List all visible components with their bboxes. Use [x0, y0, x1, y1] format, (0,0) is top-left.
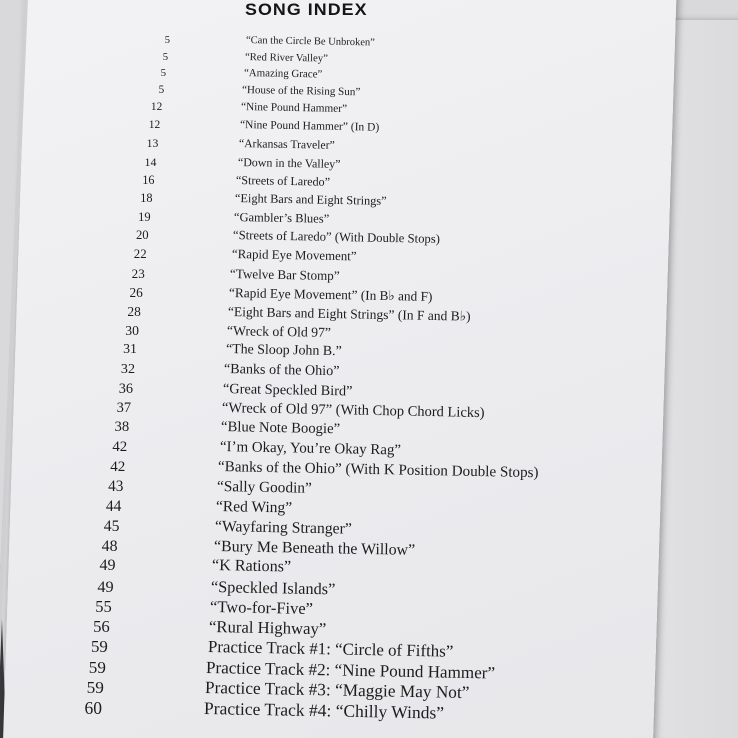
page-number: 32	[120, 361, 136, 378]
song-title: “Rural Highway”	[208, 617, 327, 639]
song-title: “Arkansas Traveler”	[238, 136, 335, 152]
song-title: “Two-for-Five”	[209, 597, 314, 619]
song-title: “Amazing Grace”	[243, 67, 323, 81]
page-number: 42	[112, 438, 128, 455]
page-number: 5	[158, 83, 165, 96]
song-title: Practice Track #4: “Chilly Winds”	[203, 697, 445, 723]
song-title: “Down in the Valley”	[237, 154, 341, 171]
page-number: 28	[127, 303, 141, 319]
song-title: “The Sloop John B.”	[225, 342, 342, 360]
page-number: 18	[140, 191, 153, 206]
song-title: “Can the Circle Be Unbroken”	[245, 35, 375, 49]
song-title: Practice Track #3: “Maggie May Not”	[205, 677, 470, 702]
song-title: “Twelve Bar Stomp”	[230, 265, 341, 283]
song-title: “Bury Me Beneath the Willow”	[213, 537, 415, 559]
song-title: “Wreck of Old 97” (With Chop Chord Licks)	[221, 400, 485, 422]
page-number: 38	[114, 419, 130, 436]
song-title: Practice Track #2: “Nine Pound Hammer”	[206, 657, 496, 683]
page-number: 30	[125, 322, 139, 338]
page-number: 20	[135, 228, 149, 243]
page-number: 59	[90, 637, 108, 657]
page-number: 5	[160, 67, 167, 79]
song-title: “Great Speckled Bird”	[223, 380, 353, 400]
song-title: “I’m Okay, You’re Okay Rag”	[219, 438, 401, 459]
song-title: “Sally Goodin”	[217, 478, 313, 498]
page-number: 43	[108, 478, 124, 496]
page-number: 49	[97, 577, 114, 597]
song-title: “Banks of the Ohio” (With K Position Double Stops)	[218, 458, 540, 481]
page-number: 59	[88, 657, 106, 677]
song-title: “Banks of the Ohio”	[224, 361, 341, 380]
song-title: “Streets of Laredo”	[236, 172, 331, 189]
song-title: “Wayfaring Stranger”	[214, 517, 352, 538]
page-number: 56	[93, 617, 110, 637]
page-number: 48	[101, 537, 118, 555]
song-title: “Gambler’s Blues”	[233, 209, 330, 226]
song-title: “Red Wing”	[215, 497, 293, 517]
song-title: “Nine Pound Hammer”	[241, 101, 348, 116]
page-number: 37	[116, 400, 132, 416]
song-title: “Eight Bars and Eight Strings”	[235, 191, 387, 209]
page-number: 14	[144, 154, 157, 169]
song-title: “K Rations”	[212, 557, 292, 576]
song-title: “Wreck of Old 97”	[226, 322, 331, 340]
song-title: “Eight Bars and Eight Strings” (In F and B♭)	[227, 303, 471, 324]
page-number: 19	[138, 209, 151, 224]
song-title: “Rapid Eye Movement”	[231, 247, 357, 264]
page-title: SONG INDEX	[245, 0, 368, 19]
page-number: 59	[86, 677, 104, 697]
song-title: “Speckled Islands”	[211, 577, 336, 599]
song-title: “Rapid Eye Movement” (In B♭ and F)	[229, 284, 433, 304]
page-number: 5	[164, 35, 170, 47]
page-number: 49	[99, 557, 116, 575]
page-number: 13	[146, 136, 159, 150]
song-title: “Blue Note Boogie”	[220, 419, 341, 438]
page-number: 45	[103, 517, 120, 535]
song-title: “Red River Valley”	[244, 50, 328, 65]
song-title: “Streets of Laredo” (With Double Stops)	[232, 228, 440, 247]
page-number: 12	[148, 118, 161, 131]
page-number: 12	[150, 101, 163, 114]
page-number: 55	[95, 597, 112, 617]
page-number: 42	[110, 458, 126, 475]
song-title: Practice Track #1: “Circle of Fifths”	[207, 637, 454, 662]
page-number: 26	[129, 284, 143, 300]
page-number: 36	[118, 380, 134, 397]
page-number: 44	[105, 497, 122, 515]
page-number: 31	[123, 342, 137, 358]
page-number: 60	[84, 697, 102, 718]
song-title: “Nine Pound Hammer” (In D)	[239, 118, 380, 134]
page-number: 22	[133, 247, 147, 262]
page-number: 16	[142, 172, 155, 187]
page-number: 23	[131, 265, 145, 281]
page-number: 5	[162, 50, 169, 63]
song-title: “House of the Rising Sun”	[242, 83, 361, 99]
